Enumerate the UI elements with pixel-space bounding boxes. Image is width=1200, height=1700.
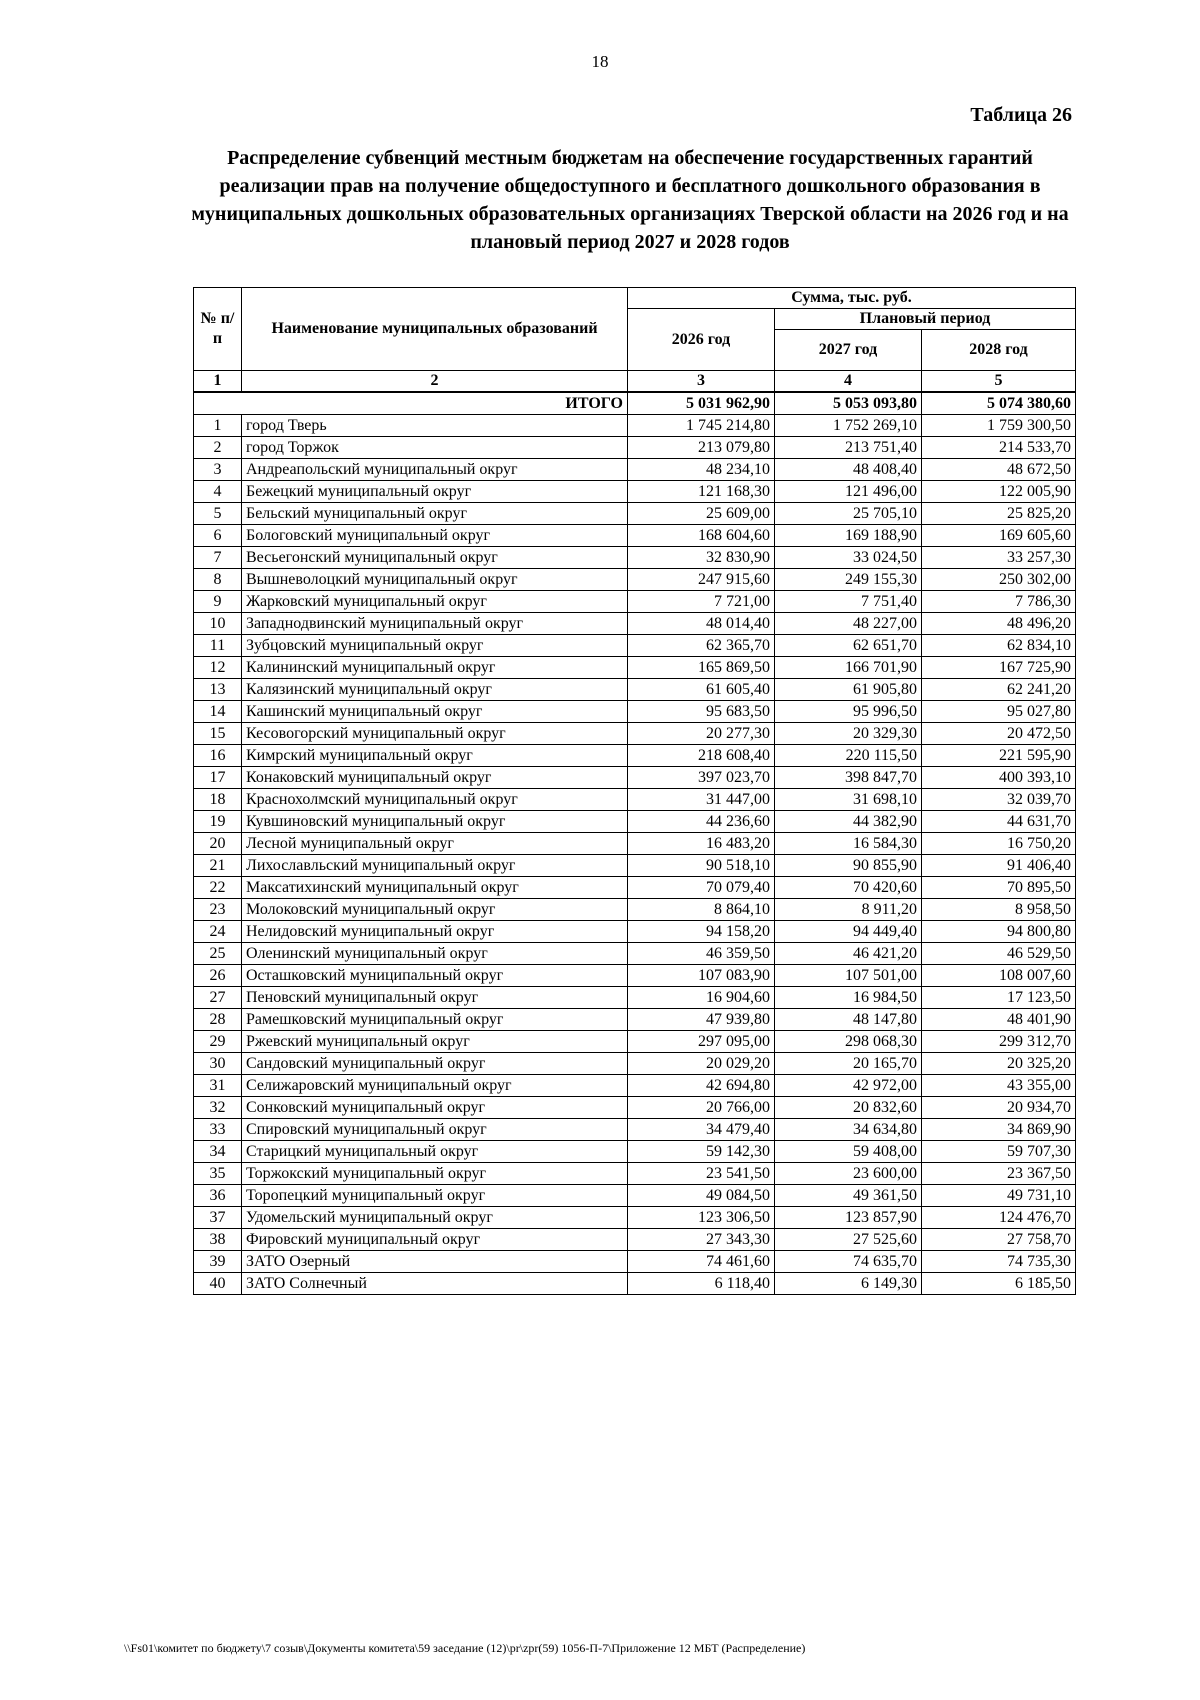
row-value-2028: 62 241,20 — [922, 679, 1076, 701]
row-municipality: Конаковский муниципальный округ — [242, 767, 628, 789]
total-2028: 5 074 380,60 — [922, 392, 1076, 415]
row-value-2027: 6 149,30 — [775, 1273, 922, 1295]
row-value-2026: 1 745 214,80 — [628, 415, 775, 437]
row-number: 36 — [194, 1185, 242, 1207]
row-value-2026: 297 095,00 — [628, 1031, 775, 1053]
row-municipality: Западнодвинский муниципальный округ — [242, 613, 628, 635]
col-number-1: 1 — [194, 371, 242, 393]
row-number: 31 — [194, 1075, 242, 1097]
table-row — [194, 635, 1076, 657]
row-value-2026: 8 864,10 — [628, 899, 775, 921]
row-municipality: Вышневолоцкий муниципальный округ — [242, 569, 628, 591]
total-row — [194, 392, 1076, 415]
row-value-2028: 94 800,80 — [922, 921, 1076, 943]
page-number: 18 — [591, 52, 609, 71]
row-municipality: Андреапольский муниципальный округ — [242, 459, 628, 481]
row-number: 38 — [194, 1229, 242, 1251]
table-row — [194, 415, 1076, 437]
row-number: 8 — [194, 569, 242, 591]
row-number: 26 — [194, 965, 242, 987]
row-value-2026: 61 605,40 — [628, 679, 775, 701]
row-value-2027: 27 525,60 — [775, 1229, 922, 1251]
row-value-2028: 400 393,10 — [922, 767, 1076, 789]
row-value-2028: 33 257,30 — [922, 547, 1076, 569]
row-value-2027: 61 905,80 — [775, 679, 922, 701]
table-row — [194, 1163, 1076, 1185]
row-value-2026: 27 343,30 — [628, 1229, 775, 1251]
row-value-2026: 218 608,40 — [628, 745, 775, 767]
footer-file-path: \\Fs01\комитет по бюджету\7 созыв\Документы комитета\59 заседание (12)\pr\zpr(59) 1056-П-7\Приложение 12 МБТ (Распределение) — [124, 1641, 806, 1655]
row-value-2027: 166 701,90 — [775, 657, 922, 679]
row-value-2026: 247 915,60 — [628, 569, 775, 591]
row-number: 39 — [194, 1251, 242, 1273]
row-municipality: Спировский муниципальный округ — [242, 1119, 628, 1141]
row-value-2026: 74 461,60 — [628, 1251, 775, 1273]
table-row — [194, 525, 1076, 547]
table-row — [194, 591, 1076, 613]
row-value-2027: 16 984,50 — [775, 987, 922, 1009]
row-value-2027: 107 501,00 — [775, 965, 922, 987]
row-value-2026: 20 277,30 — [628, 723, 775, 745]
row-value-2027: 249 155,30 — [775, 569, 922, 591]
row-value-2027: 121 496,00 — [775, 481, 922, 503]
row-value-2026: 48 014,40 — [628, 613, 775, 635]
row-value-2028: 221 595,90 — [922, 745, 1076, 767]
header-num: № п/п — [194, 288, 242, 371]
header-sum: Сумма, тыс. руб. — [628, 288, 1076, 309]
table-row — [194, 547, 1076, 569]
table-row — [194, 1207, 1076, 1229]
row-municipality: Кимрский муниципальный округ — [242, 745, 628, 767]
col-number-5: 5 — [922, 371, 1076, 393]
row-municipality: Ржевский муниципальный округ — [242, 1031, 628, 1053]
table-row — [194, 1031, 1076, 1053]
table-row — [194, 965, 1076, 987]
row-number: 15 — [194, 723, 242, 745]
row-value-2028: 48 672,50 — [922, 459, 1076, 481]
row-value-2026: 95 683,50 — [628, 701, 775, 723]
row-value-2026: 20 029,20 — [628, 1053, 775, 1075]
row-number: 17 — [194, 767, 242, 789]
row-number: 4 — [194, 481, 242, 503]
col-number-4: 4 — [775, 371, 922, 393]
row-value-2028: 27 758,70 — [922, 1229, 1076, 1251]
row-number: 5 — [194, 503, 242, 525]
row-value-2026: 62 365,70 — [628, 635, 775, 657]
row-number: 2 — [194, 437, 242, 459]
row-value-2026: 20 766,00 — [628, 1097, 775, 1119]
row-value-2026: 397 023,70 — [628, 767, 775, 789]
row-number: 32 — [194, 1097, 242, 1119]
row-municipality: Торопецкий муниципальный округ — [242, 1185, 628, 1207]
row-number: 10 — [194, 613, 242, 635]
row-value-2026: 168 604,60 — [628, 525, 775, 547]
row-number: 11 — [194, 635, 242, 657]
table-label: Таблица 26 — [970, 104, 1072, 126]
row-value-2028: 91 406,40 — [922, 855, 1076, 877]
row-value-2028: 299 312,70 — [922, 1031, 1076, 1053]
row-value-2027: 62 651,70 — [775, 635, 922, 657]
row-value-2027: 90 855,90 — [775, 855, 922, 877]
row-value-2027: 49 361,50 — [775, 1185, 922, 1207]
row-value-2027: 220 115,50 — [775, 745, 922, 767]
row-municipality: ЗАТО Озерный — [242, 1251, 628, 1273]
row-value-2027: 95 996,50 — [775, 701, 922, 723]
row-number: 24 — [194, 921, 242, 943]
row-value-2027: 20 329,30 — [775, 723, 922, 745]
row-municipality: Бельский муниципальный округ — [242, 503, 628, 525]
row-value-2027: 74 635,70 — [775, 1251, 922, 1273]
table-row — [194, 1009, 1076, 1031]
row-value-2026: 42 694,80 — [628, 1075, 775, 1097]
row-value-2027: 169 188,90 — [775, 525, 922, 547]
table-row — [194, 481, 1076, 503]
row-value-2026: 7 721,00 — [628, 591, 775, 613]
table-row — [194, 701, 1076, 723]
row-value-2028: 32 039,70 — [922, 789, 1076, 811]
table-row — [194, 899, 1076, 921]
row-value-2028: 49 731,10 — [922, 1185, 1076, 1207]
row-municipality: Калязинский муниципальный округ — [242, 679, 628, 701]
row-number: 23 — [194, 899, 242, 921]
row-number: 13 — [194, 679, 242, 701]
row-value-2028: 7 786,30 — [922, 591, 1076, 613]
header-2026: 2026 год — [628, 309, 775, 371]
row-municipality: Максатихинский муниципальный округ — [242, 877, 628, 899]
row-value-2026: 23 541,50 — [628, 1163, 775, 1185]
header-name: Наименование муниципальных образований — [242, 288, 628, 371]
row-number: 14 — [194, 701, 242, 723]
col-number-3: 3 — [628, 371, 775, 393]
row-number: 22 — [194, 877, 242, 899]
row-value-2027: 123 857,90 — [775, 1207, 922, 1229]
row-value-2028: 70 895,50 — [922, 877, 1076, 899]
row-value-2027: 7 751,40 — [775, 591, 922, 613]
row-number: 37 — [194, 1207, 242, 1229]
row-value-2027: 8 911,20 — [775, 899, 922, 921]
row-value-2027: 48 147,80 — [775, 1009, 922, 1031]
row-municipality: Селижаровский муниципальный округ — [242, 1075, 628, 1097]
table-row — [194, 459, 1076, 481]
row-value-2027: 46 421,20 — [775, 943, 922, 965]
subvention-table — [193, 287, 1076, 1295]
row-value-2027: 25 705,10 — [775, 503, 922, 525]
row-value-2027: 34 634,80 — [775, 1119, 922, 1141]
row-value-2026: 107 083,90 — [628, 965, 775, 987]
row-number: 7 — [194, 547, 242, 569]
row-value-2026: 48 234,10 — [628, 459, 775, 481]
row-value-2027: 16 584,30 — [775, 833, 922, 855]
row-municipality: Удомельский муниципальный округ — [242, 1207, 628, 1229]
row-value-2028: 122 005,90 — [922, 481, 1076, 503]
table-row — [194, 1119, 1076, 1141]
row-value-2027: 298 068,30 — [775, 1031, 922, 1053]
row-value-2027: 59 408,00 — [775, 1141, 922, 1163]
table-row — [194, 1185, 1076, 1207]
table-row — [194, 833, 1076, 855]
table-row — [194, 657, 1076, 679]
row-value-2026: 121 168,30 — [628, 481, 775, 503]
row-municipality: Рамешковский муниципальный округ — [242, 1009, 628, 1031]
row-municipality: Краснохолмский муниципальный округ — [242, 789, 628, 811]
row-value-2026: 16 904,60 — [628, 987, 775, 1009]
table-row — [194, 987, 1076, 1009]
row-municipality: Лихославльский муниципальный округ — [242, 855, 628, 877]
row-value-2028: 25 825,20 — [922, 503, 1076, 525]
table-header — [194, 288, 1076, 393]
row-value-2028: 8 958,50 — [922, 899, 1076, 921]
table-row — [194, 1141, 1076, 1163]
row-municipality: Пеновский муниципальный округ — [242, 987, 628, 1009]
header-2027: 2027 год — [775, 330, 922, 371]
row-value-2028: 167 725,90 — [922, 657, 1076, 679]
row-municipality: Торжокский муниципальный округ — [242, 1163, 628, 1185]
row-value-2026: 70 079,40 — [628, 877, 775, 899]
row-municipality: Осташковский муниципальный округ — [242, 965, 628, 987]
row-value-2027: 42 972,00 — [775, 1075, 922, 1097]
row-value-2027: 1 752 269,10 — [775, 415, 922, 437]
table-row — [194, 877, 1076, 899]
total-label: ИТОГО — [194, 392, 628, 415]
row-value-2027: 20 165,70 — [775, 1053, 922, 1075]
row-value-2028: 43 355,00 — [922, 1075, 1076, 1097]
row-municipality: Жарковский муниципальный округ — [242, 591, 628, 613]
row-number: 19 — [194, 811, 242, 833]
row-value-2028: 74 735,30 — [922, 1251, 1076, 1273]
col-number-2: 2 — [242, 371, 628, 393]
row-value-2028: 6 185,50 — [922, 1273, 1076, 1295]
header-2028: 2028 год — [922, 330, 1076, 371]
row-municipality: Бежецкий муниципальный округ — [242, 481, 628, 503]
row-number: 34 — [194, 1141, 242, 1163]
row-municipality: Фировский муниципальный округ — [242, 1229, 628, 1251]
row-value-2026: 34 479,40 — [628, 1119, 775, 1141]
row-value-2027: 20 832,60 — [775, 1097, 922, 1119]
row-municipality: Зубцовский муниципальный округ — [242, 635, 628, 657]
row-value-2027: 213 751,40 — [775, 437, 922, 459]
row-municipality: Кашинский муниципальный округ — [242, 701, 628, 723]
table-row — [194, 943, 1076, 965]
row-number: 1 — [194, 415, 242, 437]
row-number: 20 — [194, 833, 242, 855]
row-number: 30 — [194, 1053, 242, 1075]
row-value-2028: 124 476,70 — [922, 1207, 1076, 1229]
row-value-2026: 32 830,90 — [628, 547, 775, 569]
row-value-2026: 16 483,20 — [628, 833, 775, 855]
row-value-2028: 108 007,60 — [922, 965, 1076, 987]
table-row — [194, 767, 1076, 789]
row-municipality: город Торжок — [242, 437, 628, 459]
row-value-2028: 20 325,20 — [922, 1053, 1076, 1075]
row-value-2026: 90 518,10 — [628, 855, 775, 877]
table-row — [194, 679, 1076, 701]
row-value-2026: 123 306,50 — [628, 1207, 775, 1229]
total-2027: 5 053 093,80 — [775, 392, 922, 415]
row-municipality: ЗАТО Солнечный — [242, 1273, 628, 1295]
row-value-2027: 48 227,00 — [775, 613, 922, 635]
row-value-2028: 250 302,00 — [922, 569, 1076, 591]
row-value-2027: 23 600,00 — [775, 1163, 922, 1185]
row-value-2026: 31 447,00 — [628, 789, 775, 811]
table-row — [194, 745, 1076, 767]
row-municipality: Кувшиновский муниципальный округ — [242, 811, 628, 833]
row-number: 40 — [194, 1273, 242, 1295]
row-number: 25 — [194, 943, 242, 965]
row-value-2028: 214 533,70 — [922, 437, 1076, 459]
table-row — [194, 723, 1076, 745]
row-value-2027: 70 420,60 — [775, 877, 922, 899]
row-municipality: город Тверь — [242, 415, 628, 437]
row-municipality: Нелидовский муниципальный округ — [242, 921, 628, 943]
table-row — [194, 1075, 1076, 1097]
table-row — [194, 503, 1076, 525]
row-value-2028: 95 027,80 — [922, 701, 1076, 723]
header-planned-period: Плановый период — [775, 309, 1076, 330]
row-value-2028: 16 750,20 — [922, 833, 1076, 855]
document-title: Распределение субвенций местным бюджетам на обеспечение государственных гарантий реализации прав на получение общедоступного и бесплатного дошкольного образования в муниципальных дошкольных образовательных организациях Тверской области на 2026 год и на плановый период 2027 и 2028 годов — [191, 147, 1069, 253]
table-row — [194, 569, 1076, 591]
row-value-2026: 25 609,00 — [628, 503, 775, 525]
row-value-2028: 20 472,50 — [922, 723, 1076, 745]
table-row — [194, 789, 1076, 811]
row-value-2028: 34 869,90 — [922, 1119, 1076, 1141]
row-municipality: Кесовогорский муниципальный округ — [242, 723, 628, 745]
total-2026: 5 031 962,90 — [628, 392, 775, 415]
row-value-2028: 46 529,50 — [922, 943, 1076, 965]
table-row — [194, 613, 1076, 635]
row-number: 18 — [194, 789, 242, 811]
table-row — [194, 1053, 1076, 1075]
row-number: 27 — [194, 987, 242, 1009]
row-value-2026: 213 079,80 — [628, 437, 775, 459]
table-row — [194, 1251, 1076, 1273]
row-value-2026: 165 869,50 — [628, 657, 775, 679]
table-row — [194, 921, 1076, 943]
row-number: 12 — [194, 657, 242, 679]
row-value-2028: 48 496,20 — [922, 613, 1076, 635]
row-number: 9 — [194, 591, 242, 613]
row-value-2028: 62 834,10 — [922, 635, 1076, 657]
row-number: 16 — [194, 745, 242, 767]
row-municipality: Молоковский муниципальный округ — [242, 899, 628, 921]
row-number: 21 — [194, 855, 242, 877]
row-value-2026: 59 142,30 — [628, 1141, 775, 1163]
row-value-2028: 48 401,90 — [922, 1009, 1076, 1031]
row-value-2027: 44 382,90 — [775, 811, 922, 833]
row-value-2028: 59 707,30 — [922, 1141, 1076, 1163]
table-row — [194, 437, 1076, 459]
row-municipality: Весьегонский муниципальный округ — [242, 547, 628, 569]
row-municipality: Лесной муниципальный округ — [242, 833, 628, 855]
row-value-2028: 17 123,50 — [922, 987, 1076, 1009]
row-value-2026: 44 236,60 — [628, 811, 775, 833]
row-value-2026: 6 118,40 — [628, 1273, 775, 1295]
row-number: 35 — [194, 1163, 242, 1185]
row-value-2028: 23 367,50 — [922, 1163, 1076, 1185]
row-value-2027: 31 698,10 — [775, 789, 922, 811]
row-value-2028: 1 759 300,50 — [922, 415, 1076, 437]
row-municipality: Сонковский муниципальный округ — [242, 1097, 628, 1119]
row-value-2027: 33 024,50 — [775, 547, 922, 569]
row-number: 3 — [194, 459, 242, 481]
row-municipality: Оленинский муниципальный округ — [242, 943, 628, 965]
row-value-2026: 46 359,50 — [628, 943, 775, 965]
table-row — [194, 1229, 1076, 1251]
row-value-2026: 94 158,20 — [628, 921, 775, 943]
row-value-2028: 20 934,70 — [922, 1097, 1076, 1119]
row-value-2026: 49 084,50 — [628, 1185, 775, 1207]
table-row — [194, 1273, 1076, 1295]
row-number: 6 — [194, 525, 242, 547]
row-value-2027: 398 847,70 — [775, 767, 922, 789]
table-row — [194, 1097, 1076, 1119]
row-municipality: Калининский муниципальный округ — [242, 657, 628, 679]
row-value-2027: 48 408,40 — [775, 459, 922, 481]
row-municipality: Старицкий муниципальный округ — [242, 1141, 628, 1163]
row-value-2027: 94 449,40 — [775, 921, 922, 943]
row-value-2028: 44 631,70 — [922, 811, 1076, 833]
row-municipality: Бологовский муниципальный округ — [242, 525, 628, 547]
table-row — [194, 855, 1076, 877]
table-row — [194, 811, 1076, 833]
row-value-2026: 47 939,80 — [628, 1009, 775, 1031]
table-body — [194, 392, 1076, 1295]
row-municipality: Сандовский муниципальный округ — [242, 1053, 628, 1075]
row-number: 33 — [194, 1119, 242, 1141]
row-number: 29 — [194, 1031, 242, 1053]
row-number: 28 — [194, 1009, 242, 1031]
row-value-2028: 169 605,60 — [922, 525, 1076, 547]
